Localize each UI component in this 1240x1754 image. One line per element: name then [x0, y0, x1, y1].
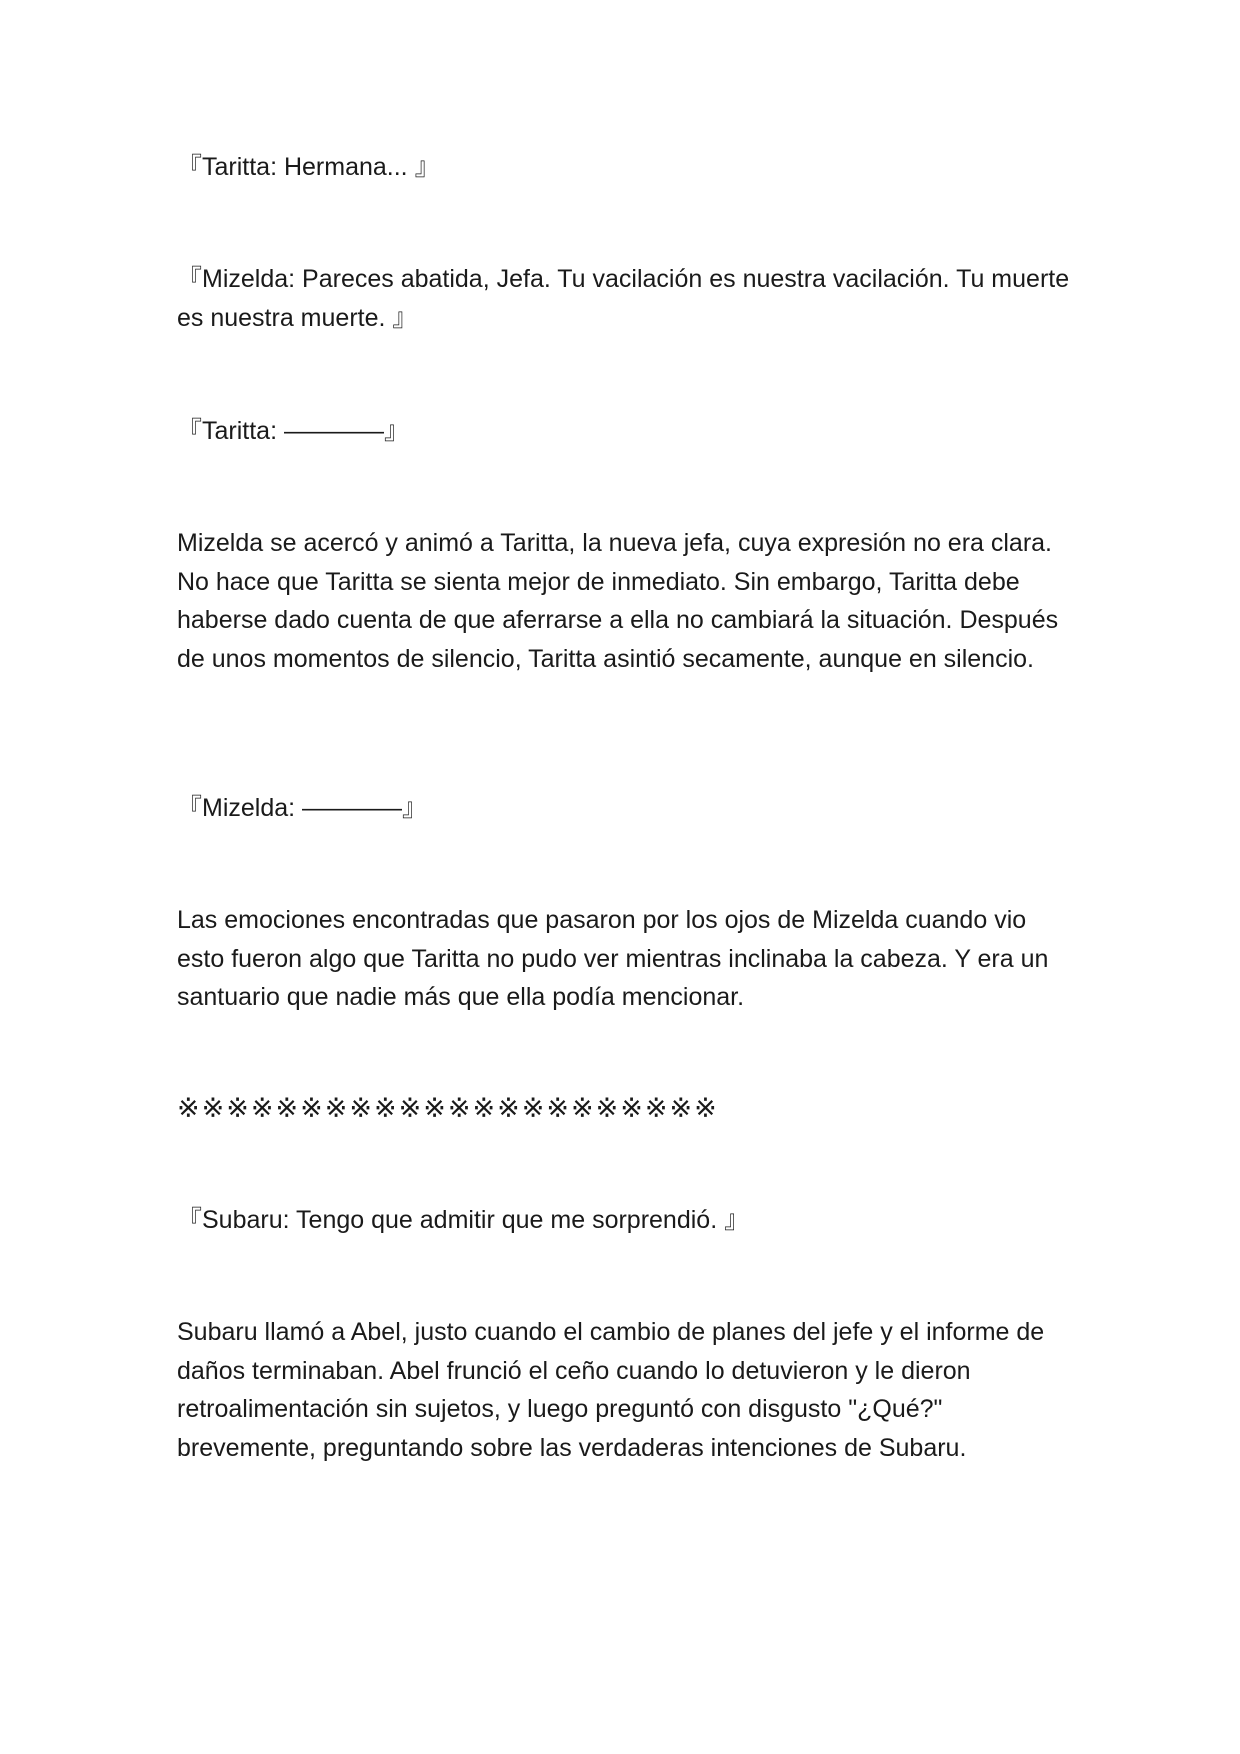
dialogue-mizelda-silence: 『Mizelda: ————』 [177, 794, 428, 822]
dialogue-mizelda-abatida: 『Mizelda: Pareces abatida, Jefa. Tu vacilación es nuestra vacilación. Tu muerte es nuestra muerte. 』 [177, 265, 1070, 332]
dialogue-taritta-silence: 『Taritta: ————』 [177, 417, 409, 445]
narration-mizelda-approach: Mizelda se acercó y animó a Taritta, la nueva jefa, cuya expresión no era clara. No hace que Taritta se sienta mejor de inmediato. Sin embargo, Taritta debe haberse dado cuenta de que aferrarse a ella no cambiará la situación. Después de unos momentos de silencio, Taritta asintió secamente, aunque en silencio. [177, 529, 1059, 673]
scene-separator: ※※※※※※※※※※※※※※※※※※※※※※ [177, 1093, 719, 1124]
narration-subaru-abel: Subaru llamó a Abel, justo cuando el cambio de planes del jefe y el informe de daños terminaban. Abel frunció el ceño cuando lo detuvieron y le dieron retroalimentación sin sujetos, y luego preguntó con disgusto "¿Qué?" brevemente, preguntando sobre las verdaderas intenciones de Subaru. [177, 1318, 1045, 1462]
dialogue-subaru-surprise: 『Subaru: Tengo que admitir que me sorprendió. 』 [177, 1206, 750, 1234]
narration-mixed-emotions: Las emociones encontradas que pasaron por los ojos de Mizelda cuando vio esto fueron algo que Taritta no pudo ver mientras inclinaba la cabeza. Y era un santuario que nadie más que ella podía mencionar. [177, 906, 1049, 1011]
dialogue-taritta-hermana: 『Taritta: Hermana... 』 [177, 153, 440, 181]
